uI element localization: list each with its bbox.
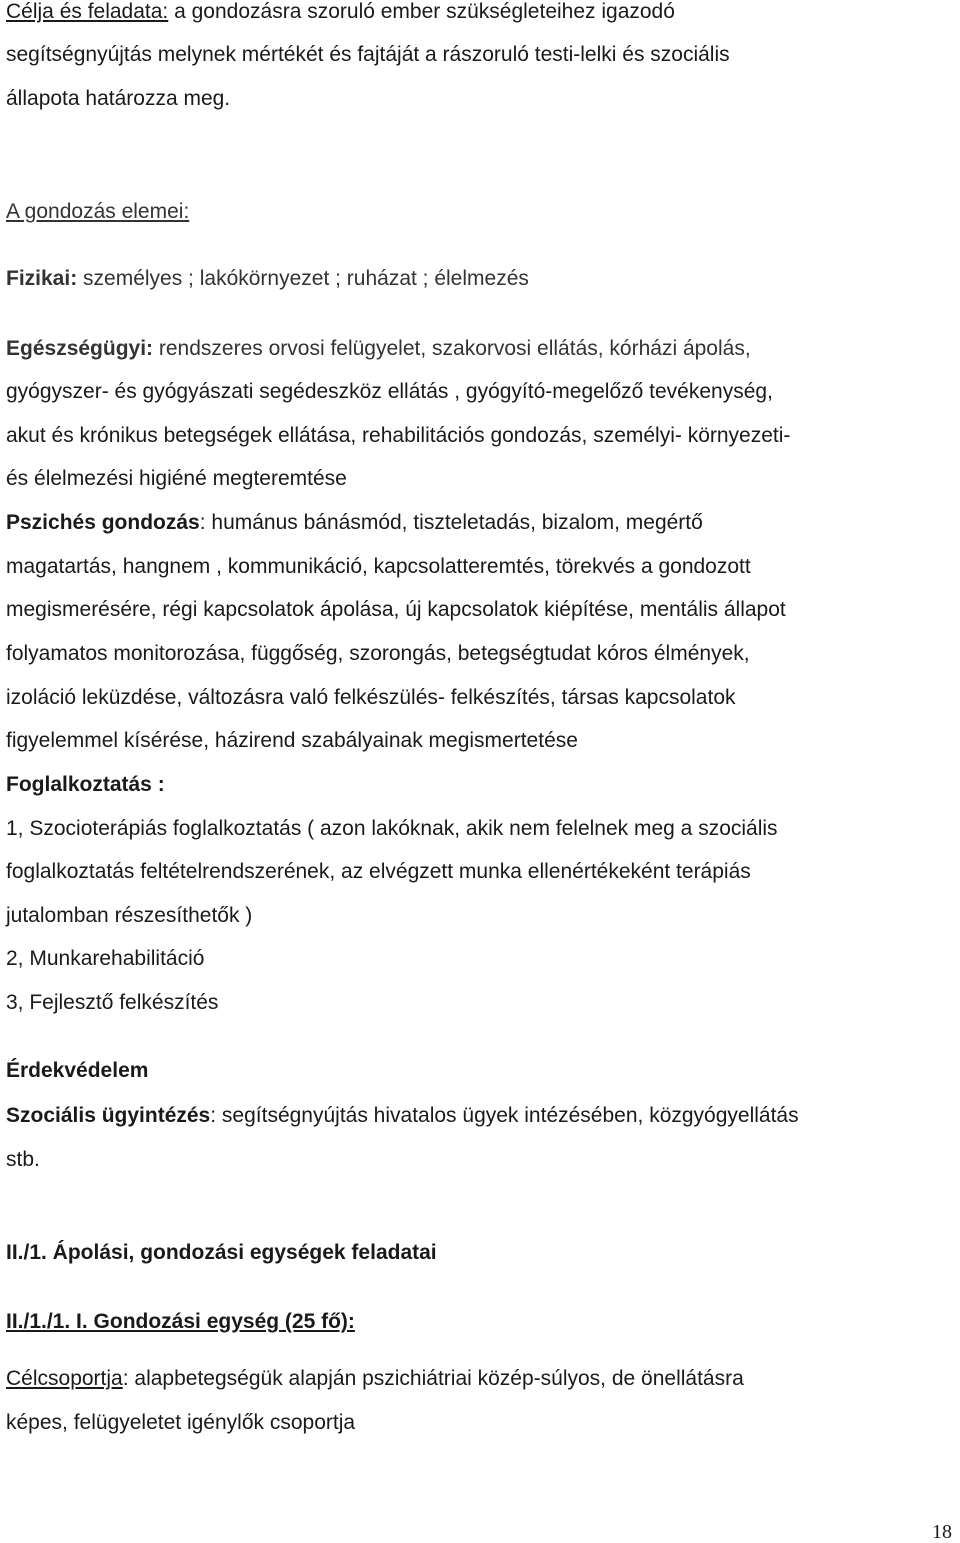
health-label: Egészségügyi: <box>6 337 154 360</box>
physical-line <box>6 267 529 291</box>
target-line-1 <box>6 1367 744 1391</box>
psych-label: Pszichés gondozás <box>6 511 200 534</box>
psych-line-3: megismerésére, régi kapcsolatok ápolása, új kapcsolatok kiépítése, mentális állapot <box>6 598 786 621</box>
psych-line-6: figyelemmel kísérése, házirend szabályainak megismertetése <box>6 729 578 752</box>
social-admin-text: : segítségnyújtás hivatalos ügyek intézésében, közgyógyellátás <box>210 1104 799 1127</box>
health-line-1 <box>6 337 751 361</box>
care-elements-heading: A gondozás elemei: <box>6 200 190 223</box>
occupation-heading: Foglalkoztatás : <box>6 773 165 796</box>
health-text: rendszeres orvosi felügyelet, szakorvosi ellátás, kórházi ápolás, <box>153 337 751 360</box>
psych-line-1 <box>6 511 703 535</box>
intro-line-1 <box>6 0 675 24</box>
occupation-item-2: 2, Munkarehabilitáció <box>6 947 205 970</box>
intro-text: a gondozásra szoruló ember szükségleteihez igazodó <box>168 0 675 23</box>
intro-line-2: segítségnyújtás melynek mértékét és fajtáját a rászoruló testi-lelki és szociális <box>6 43 730 66</box>
social-admin-label: Szociális ügyintézés <box>6 1104 211 1127</box>
target-text: : alapbetegségük alapján pszichiátriai közép-súlyos, de önellátásra <box>122 1367 744 1390</box>
protection-heading: Érdekvédelem <box>6 1059 149 1082</box>
psych-text: : humánus bánásmód, tiszteletadás, bizalom, megértő <box>199 511 703 534</box>
psych-line-4: folyamatos monitorozása, függőség, szorongás, betegségtudat kóros élmények, <box>6 642 750 665</box>
physical-label: Fizikai: <box>6 267 78 290</box>
psych-line-5: izoláció leküzdése, változásra való felkészülés- felkészítés, társas kapcsolatok <box>6 686 736 709</box>
target-label: Célcsoportja <box>6 1367 123 1390</box>
physical-text: személyes ; lakókörnyezet ; ruházat ; élelmezés <box>77 267 529 290</box>
psych-line-2: magatartás, hangnem , kommunikáció, kapcsolatteremtés, törekvés a gondozott <box>6 555 751 578</box>
health-line-4: és élelmezési higiéné megteremtése <box>6 467 347 490</box>
intro-label: Célja és feladata: <box>6 0 169 23</box>
target-line-2: képes, felügyeletet igénylők csoportja <box>6 1411 356 1434</box>
occupation-item-1-line-1: 1, Szocioterápiás foglalkoztatás ( azon lakóknak, akik nem felelnek meg a szociális <box>6 817 778 840</box>
occupation-item-1-line-2: foglalkoztatás feltételrendszerének, az elvégzett munka ellenértékeként terápiás <box>6 860 751 883</box>
occupation-item-1-line-3: jutalomban részesíthetők ) <box>6 904 253 927</box>
social-admin-line-2: stb. <box>6 1148 40 1171</box>
health-line-2: gyógyszer- és gyógyászati segédeszköz ellátás , gyógyító-megelőző tevékenység, <box>6 380 773 403</box>
unit-heading: II./1./1. I. Gondozási egység (25 fő): <box>6 1310 355 1333</box>
social-admin-line-1 <box>6 1104 799 1128</box>
section-heading: II./1. Ápolási, gondozási egységek feladatai <box>6 1241 437 1264</box>
health-line-3: akut és krónikus betegségek ellátása, rehabilitációs gondozás, személyi- környezeti- <box>6 424 791 447</box>
occupation-item-3: 3, Fejlesztő felkészítés <box>6 991 219 1014</box>
intro-line-3: állapota határozza meg. <box>6 87 231 110</box>
page-number: 18 <box>932 1521 952 1543</box>
